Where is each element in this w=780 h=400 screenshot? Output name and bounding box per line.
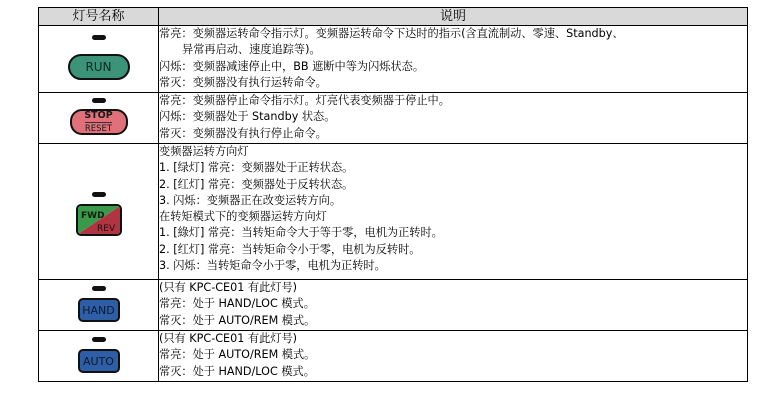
rev-label: REV [96,224,115,234]
desc-cell-stop [159,93,748,144]
desc-line: (只有 KPC-CE01 有此灯号) [159,281,298,294]
header-description: 说明 [159,8,748,26]
desc-line: 3. 闪烁：变频器正在改变运转方向。 [159,193,342,207]
desc-line: 常灭：处于 AUTO/REM 模式。 [159,313,316,327]
desc-line: 常灭：处于 HAND/LOC 模式。 [159,364,315,378]
stop-label: STOP [84,109,113,121]
desc-line: 1. [绿灯] 常亮：变频器处于正转状态。 [159,161,354,175]
led-cell-fwdrev [39,144,159,280]
led-description-table [38,7,748,382]
table-row-auto [39,331,748,382]
desc-line: 1. [綠灯] 常亮：当转矩命令大于等于零，电机为正转时。 [159,226,443,240]
desc-line: 常灭：变频器没有执行运转命令。 [159,75,327,89]
desc-line: 3. 闪烁：当转矩命令小于零，电机为正转时。 [159,259,386,273]
auto-button: AUTO [78,349,120,373]
table-row-fwdrev [39,144,748,280]
fwd-rev-icon [78,206,120,234]
desc-line: 闪烁：变频器处于 Standby 状态。 [159,110,336,124]
indicator-led [92,35,106,40]
led-cell-hand [39,280,159,331]
desc-line: 常灭：变频器没有执行停止命令。 [159,126,327,140]
desc-line: 常亮：变频器停止命令指示灯。灯亮代表变频器于停止中。 [159,94,450,107]
desc-cell-run [159,26,748,93]
run-button: RUN [68,54,130,80]
indicator-led [92,337,106,342]
stop-reset-button [70,109,128,135]
header-led-name: 灯号名称 [39,8,159,26]
fwd-label: FWD [80,211,105,221]
fwd-rev-button [76,204,122,236]
desc-line: (只有 KPC-CE01 有此灯号) [159,332,298,345]
desc-cell-auto [159,331,748,382]
table-header-row [39,8,748,26]
desc-line: 在转矩模式下的变频器运转方向灯 [159,210,327,224]
table-row-stop [39,93,748,144]
desc-line: 常亮：处于 HAND/LOC 模式。 [159,297,315,311]
led-cell-auto [39,331,159,382]
indicator-led [92,98,106,103]
desc-line: 2. [红灯] 常亮：变频器处于反转状态。 [159,177,354,191]
desc-line: 异常再启动、速度追踪等)。 [182,43,321,57]
desc-line: 常亮：变频器运转命令指示灯。变频器运转命令下达时的指示(含直流制动、零速、Standby、 [159,27,624,40]
desc-cell-fwdrev [159,144,748,280]
led-cell-stop [39,93,159,144]
desc-line: 常亮：处于 AUTO/REM 模式。 [159,348,316,362]
led-cell-run [39,26,159,93]
indicator-led [92,192,106,197]
hand-button: HAND [78,298,120,322]
desc-line: 闪烁：变频器减速停止中，BB 遮断中等为闪烁状态。 [159,59,425,73]
table-row-hand [39,280,748,331]
indicator-led [92,286,106,291]
reset-label: RESET [84,123,113,134]
table-row-run [39,26,748,93]
desc-line: 变频器运转方向灯 [159,145,249,158]
desc-line: 2. [红灯] 常亮：当转矩命令小于零，电机为反转时。 [159,242,421,256]
desc-cell-hand [159,280,748,331]
